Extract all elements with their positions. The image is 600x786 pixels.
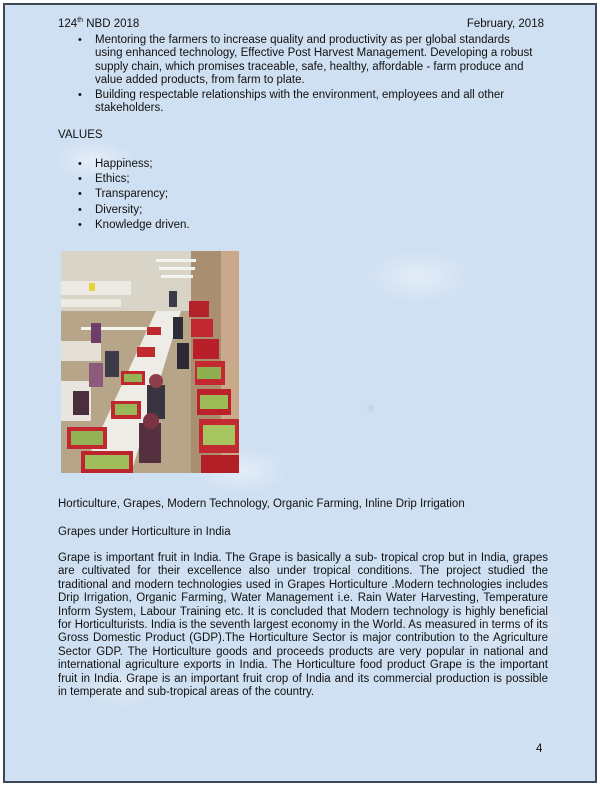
values-item <box>5 187 537 202</box>
page-number: 4 <box>536 743 543 755</box>
grape-sorting-photo <box>61 251 239 473</box>
keywords-line: Horticulture, Grapes, Modern Technology, Organic Farming, Inline Drip Irrigation <box>58 498 465 510</box>
values-item <box>5 172 537 187</box>
section-subtitle: Grapes under Horticulture in India <box>58 526 231 538</box>
mission-list <box>5 34 537 118</box>
mission-item-text: Building respectable relationships with the environment, employees and all other stakeholders. <box>95 89 505 115</box>
bullet-icon: • <box>78 173 82 186</box>
bullet-icon: • <box>78 218 82 231</box>
body-paragraph: Grape is important fruit in India. The Grape is basically a sub- tropical crop but in India, grapes are cultivated for their excellence also under tropical conditions. The project studied the traditional and modern technologies used in Grapes Horticulture .Modern technologies includes Drip Irrigation, Organic Farming, Water Management i.e. Rain Water Harvesting, Temperature Inform System, Labour Training etc. It is concluded that Modern technology is highly beneficial for Horticulturists. India is the seventh largest economy in the World. As measured in terms of its Gross Domestic Product (GDP).The Horticulture Sector is major contribution to the Agriculture Sector GDP. The Horticulture goods and proceeds products are very popular in national and international agriculture exports in India. The Horticulture food product Grape is the important fruit in India. Grape is an important fruit crop of India and its commercial production is possible in temperate and sub-tropical areas of the country. <box>58 552 548 699</box>
values-list <box>5 157 537 233</box>
document-page <box>3 3 597 783</box>
header-edition <box>58 18 139 30</box>
values-item <box>5 157 537 172</box>
values-item-text: Diversity; <box>95 203 143 216</box>
edition-rest: NBD 2018 <box>83 18 140 30</box>
edition-suffix: th <box>77 17 84 25</box>
bullet-icon: • <box>78 89 82 102</box>
values-heading: VALUES <box>58 129 103 141</box>
mission-item <box>5 34 537 87</box>
mission-item <box>5 89 537 116</box>
bullet-icon: • <box>78 34 82 46</box>
values-item-text: Transparency; <box>95 188 169 201</box>
header-date: February, 2018 <box>466 18 544 30</box>
bullet-icon: • <box>78 158 82 170</box>
values-item <box>5 218 537 233</box>
values-item-text: Ethics; <box>95 173 130 186</box>
bullet-icon: • <box>78 188 82 201</box>
bullet-icon: • <box>78 203 82 216</box>
values-item-text: Happiness; <box>95 158 153 170</box>
edition-number: 124 <box>58 18 78 30</box>
mission-item-text: Mentoring the farmers to increase quality and productivity as per global standards using enhanced technology, Effective Post Harvest Management. Developing a robust supply chain, which promises traceable, safe, healthy, affordable - farm produce and value added products, from farm to plate. <box>95 34 533 86</box>
values-item <box>5 203 537 218</box>
values-item-text: Knowledge driven. <box>95 218 190 231</box>
